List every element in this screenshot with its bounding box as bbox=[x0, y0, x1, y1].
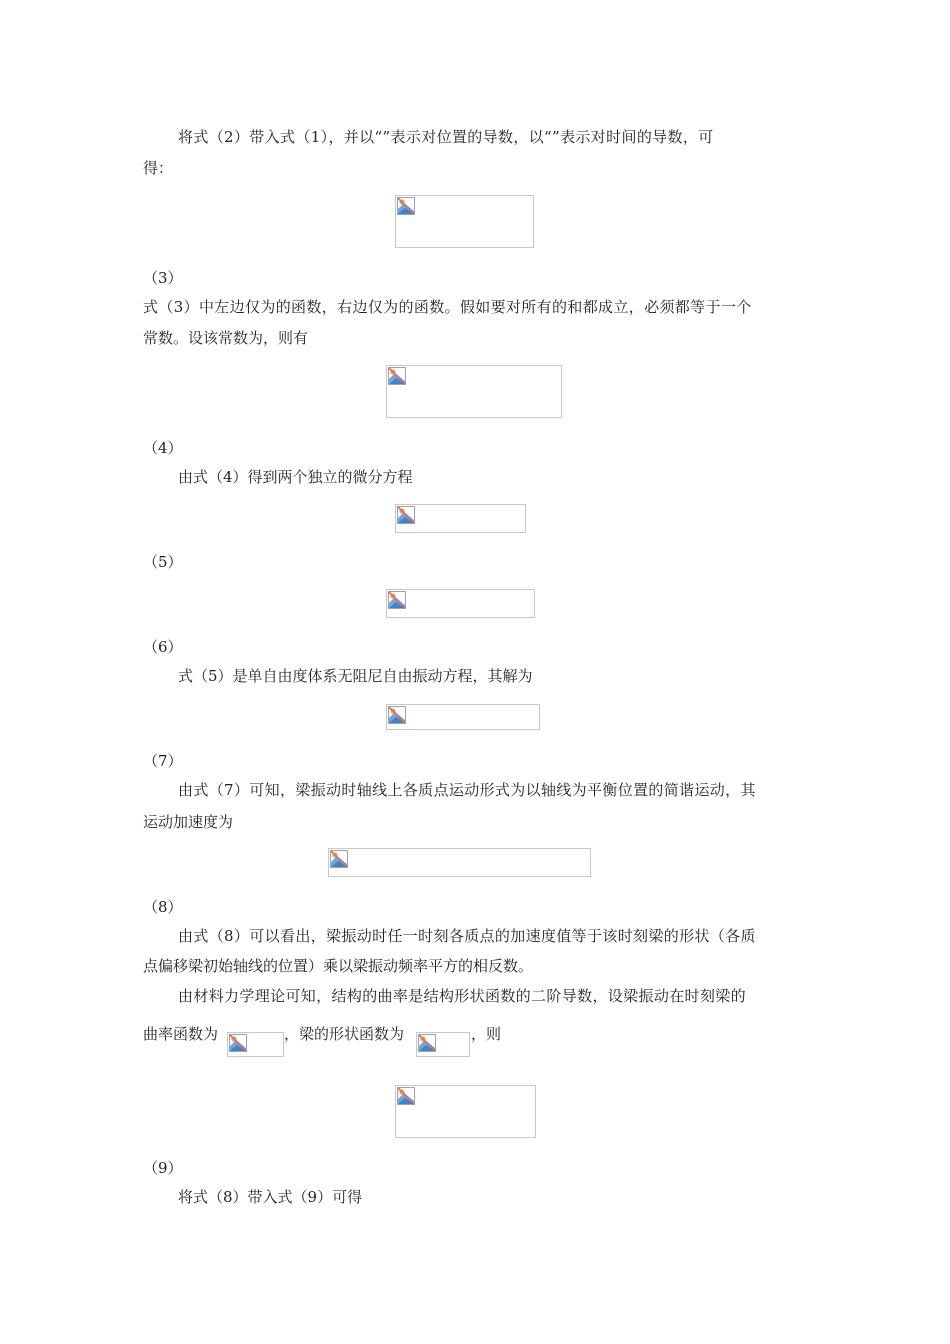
equation-number: （6） bbox=[143, 638, 183, 656]
equation-number: （4） bbox=[143, 439, 183, 457]
inline-text: 曲率函数为 bbox=[143, 1025, 219, 1043]
paragraph-line: 将式（2）带入式（1），并以“”表示对位置的导数，以“”表示对时间的导数，可 bbox=[178, 128, 714, 146]
equation-number: （7） bbox=[143, 752, 183, 770]
broken-image-icon bbox=[388, 367, 406, 385]
broken-image-icon bbox=[418, 1034, 436, 1052]
broken-image-icon bbox=[229, 1034, 247, 1052]
equation-number: （8） bbox=[143, 898, 183, 916]
paragraph-line: 由式（4）得到两个独立的微分方程 bbox=[178, 468, 413, 486]
broken-image-icon bbox=[330, 850, 348, 868]
equation-image bbox=[395, 504, 526, 533]
paragraph-line bbox=[143, 1024, 218, 1044]
paragraph-line: 由式（8）可以看出，梁振动时任一时刻各质点的加速度值等于该时刻梁的形状（各质 bbox=[178, 927, 756, 945]
inline-equation-image bbox=[227, 1032, 284, 1057]
paragraph-line: 式（3）中左边仅为的函数，右边仅为的函数。假如要对所有的和都成立，必须都等于一个 bbox=[143, 298, 752, 316]
paragraph-line: 将式（8）带入式（9）可得 bbox=[178, 1188, 363, 1206]
equation-image bbox=[395, 195, 534, 248]
equation-image bbox=[395, 1085, 536, 1138]
paragraph-line: 常数。设该常数为，则有 bbox=[143, 329, 309, 347]
equation-image bbox=[328, 848, 591, 877]
paragraph-line: 得： bbox=[143, 159, 174, 177]
equation-number: （5） bbox=[143, 553, 183, 571]
broken-image-icon bbox=[388, 591, 406, 609]
paragraph-line: 由式（7）可知，梁振动时轴线上各质点运动形式为以轴线为平衡位置的简谐运动，其 bbox=[178, 781, 756, 799]
equation-image bbox=[386, 589, 535, 618]
inline-equation-image bbox=[416, 1032, 470, 1057]
paragraph-line: 运动加速度为 bbox=[143, 813, 234, 831]
paragraph-line: 点偏移梁初始轴线的位置）乘以梁振动频率平方的相反数。 bbox=[143, 957, 534, 975]
broken-image-icon bbox=[388, 706, 406, 724]
equation-image bbox=[386, 704, 540, 730]
inline-text: ，梁的形状函数为 bbox=[284, 1025, 405, 1043]
equation-image bbox=[386, 365, 562, 418]
inline-text: ，则 bbox=[471, 1025, 502, 1043]
equation-number: （9） bbox=[143, 1159, 183, 1177]
broken-image-icon bbox=[397, 506, 415, 524]
broken-image-icon bbox=[397, 1087, 415, 1105]
broken-image-icon bbox=[397, 197, 415, 215]
paragraph-line: 式（5）是单自由度体系无阻尼自由振动方程，其解为 bbox=[178, 667, 533, 685]
equation-number: （3） bbox=[143, 269, 183, 287]
paragraph-line: 由材料力学理论可知，结构的曲率是结构形状函数的二阶导数，设梁振动在时刻梁的 bbox=[178, 987, 746, 1005]
